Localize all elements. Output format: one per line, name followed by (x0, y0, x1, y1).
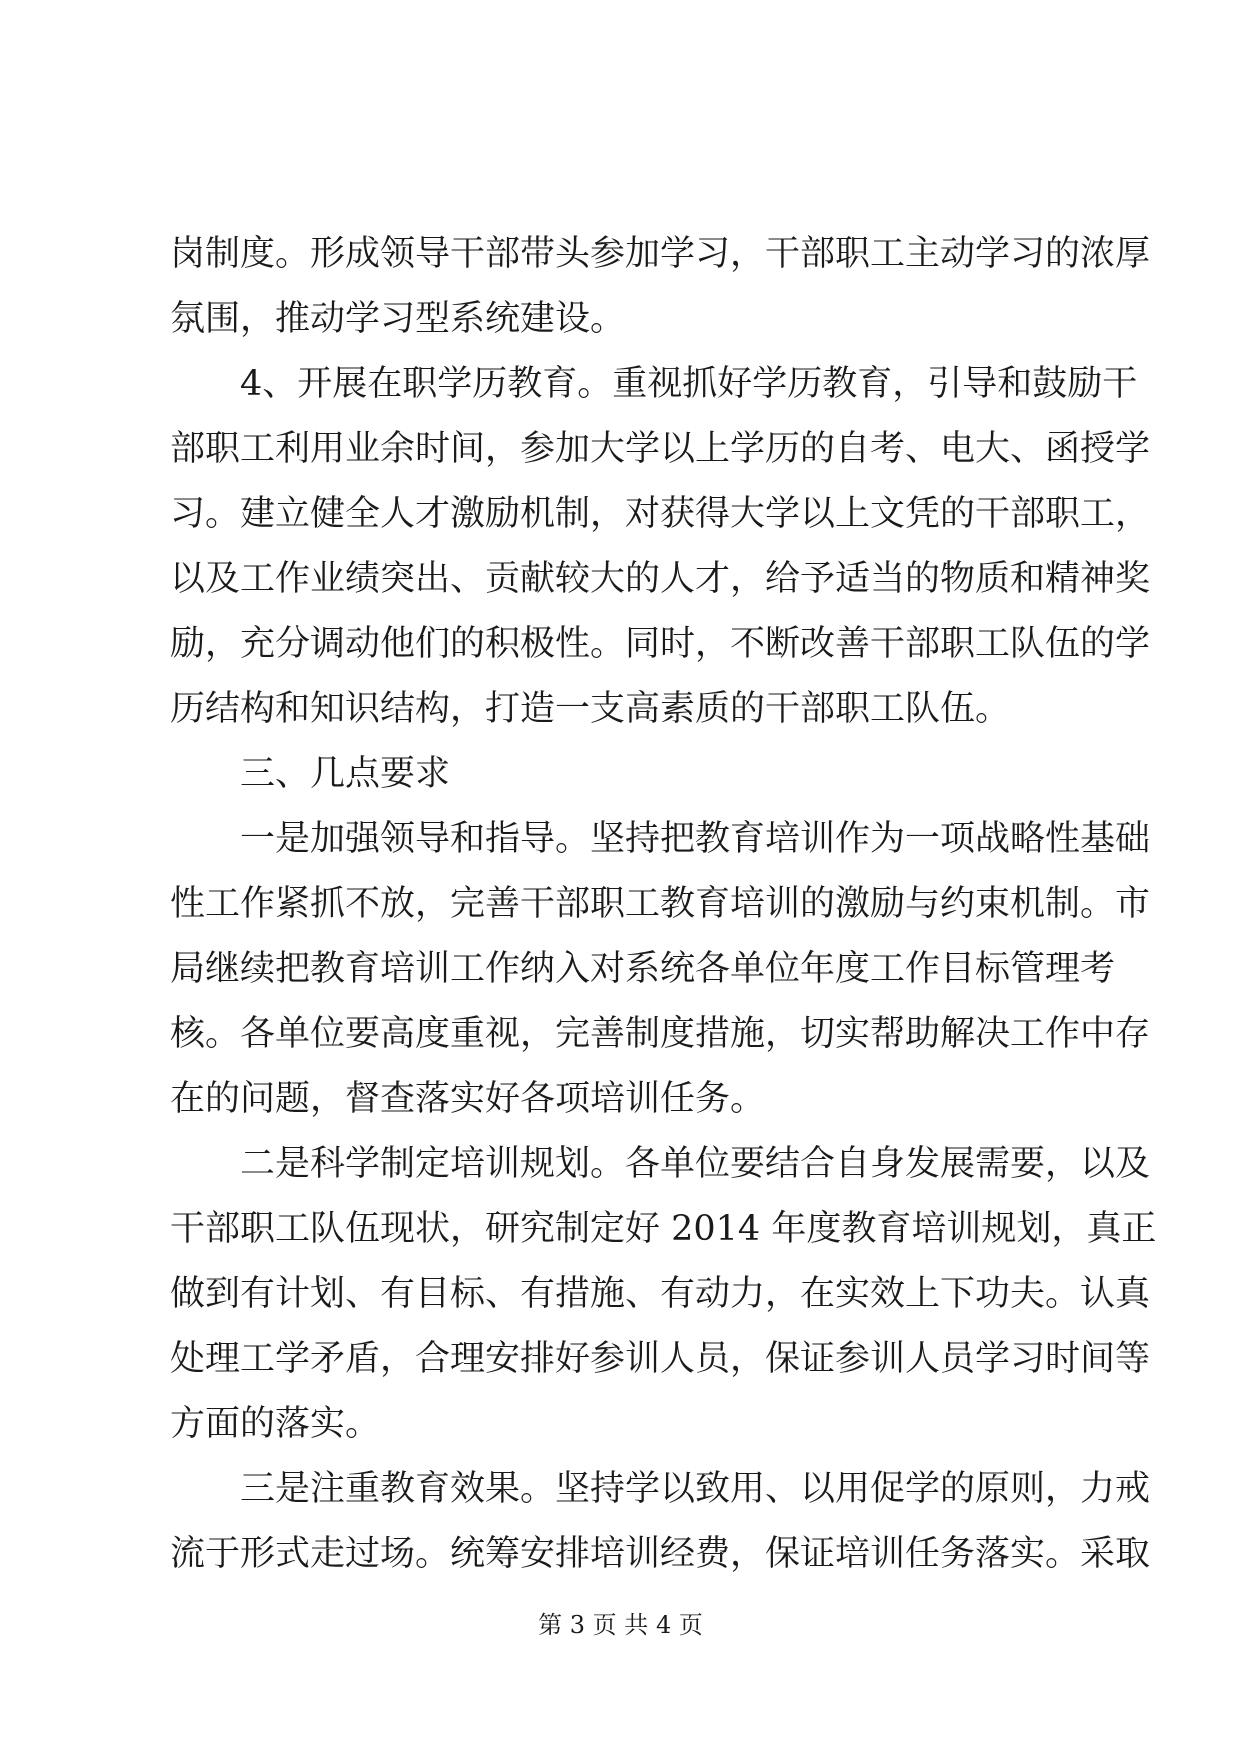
text-line: 处理工学矛盾，合理安排好参训人员，保证参训人员学习时间等 (170, 1339, 1151, 1379)
text-line: 习。建立健全人才激励机制，对获得大学以上文凭的干部职工， (170, 494, 1151, 534)
text-line: 部职工利用业余时间，参加大学以上学历的自考、电大、函授学 (170, 429, 1151, 469)
text-line: 4、开展在职学历教育。重视抓好学历教育，引导和鼓励干 (240, 364, 1138, 404)
text-line: 励，充分调动他们的积极性。同时，不断改善干部职工队伍的学 (170, 624, 1151, 664)
text-line: 流于形式走过场。统筹安排培训经费，保证培训任务落实。采取 (170, 1534, 1151, 1574)
text-line: 在的问题，督查落实好各项培训任务。 (170, 1079, 766, 1119)
text-line: 三是注重教育效果。坚持学以致用、以用促学的原则，力戒 (240, 1469, 1151, 1509)
text-line: 一是加强领导和指导。坚持把教育培训作为一项战略性基础 (240, 819, 1151, 859)
text-line: 历结构和知识结构，打造一支高素质的干部职工队伍。 (170, 689, 1011, 729)
text-line: 氛围，推动学习型系统建设。 (170, 299, 626, 339)
body-text (170, 222, 1157, 1587)
text-line: 干部职工队伍现状，研究制定好 2014 年度教育培训规划，真正 (170, 1209, 1157, 1249)
text-line: 三、几点要求 (240, 754, 451, 794)
text-line: 性工作紧抓不放，完善干部职工教育培训的激励与约束机制。市 (170, 884, 1151, 924)
text-line: 岗制度。形成领导干部带头参加学习，干部职工主动学习的浓厚 (170, 234, 1151, 274)
text-line: 方面的落实。 (170, 1404, 381, 1444)
page-footer: 第 3 页 共 4 页 (538, 1611, 703, 1639)
text-line: 核。各单位要高度重视，完善制度措施，切实帮助解决工作中存 (170, 1014, 1151, 1054)
text-line: 以及工作业绩突出、贡献较大的人才，给予适当的物质和精神奖 (170, 559, 1151, 599)
text-line: 做到有计划、有目标、有措施、有动力，在实效上下功夫。认真 (170, 1274, 1151, 1314)
text-line: 局继续把教育培训工作纳入对系统各单位年度工作目标管理考 (170, 949, 1116, 989)
text-line: 二是科学制定培训规划。各单位要结合自身发展需要，以及 (240, 1144, 1151, 1184)
